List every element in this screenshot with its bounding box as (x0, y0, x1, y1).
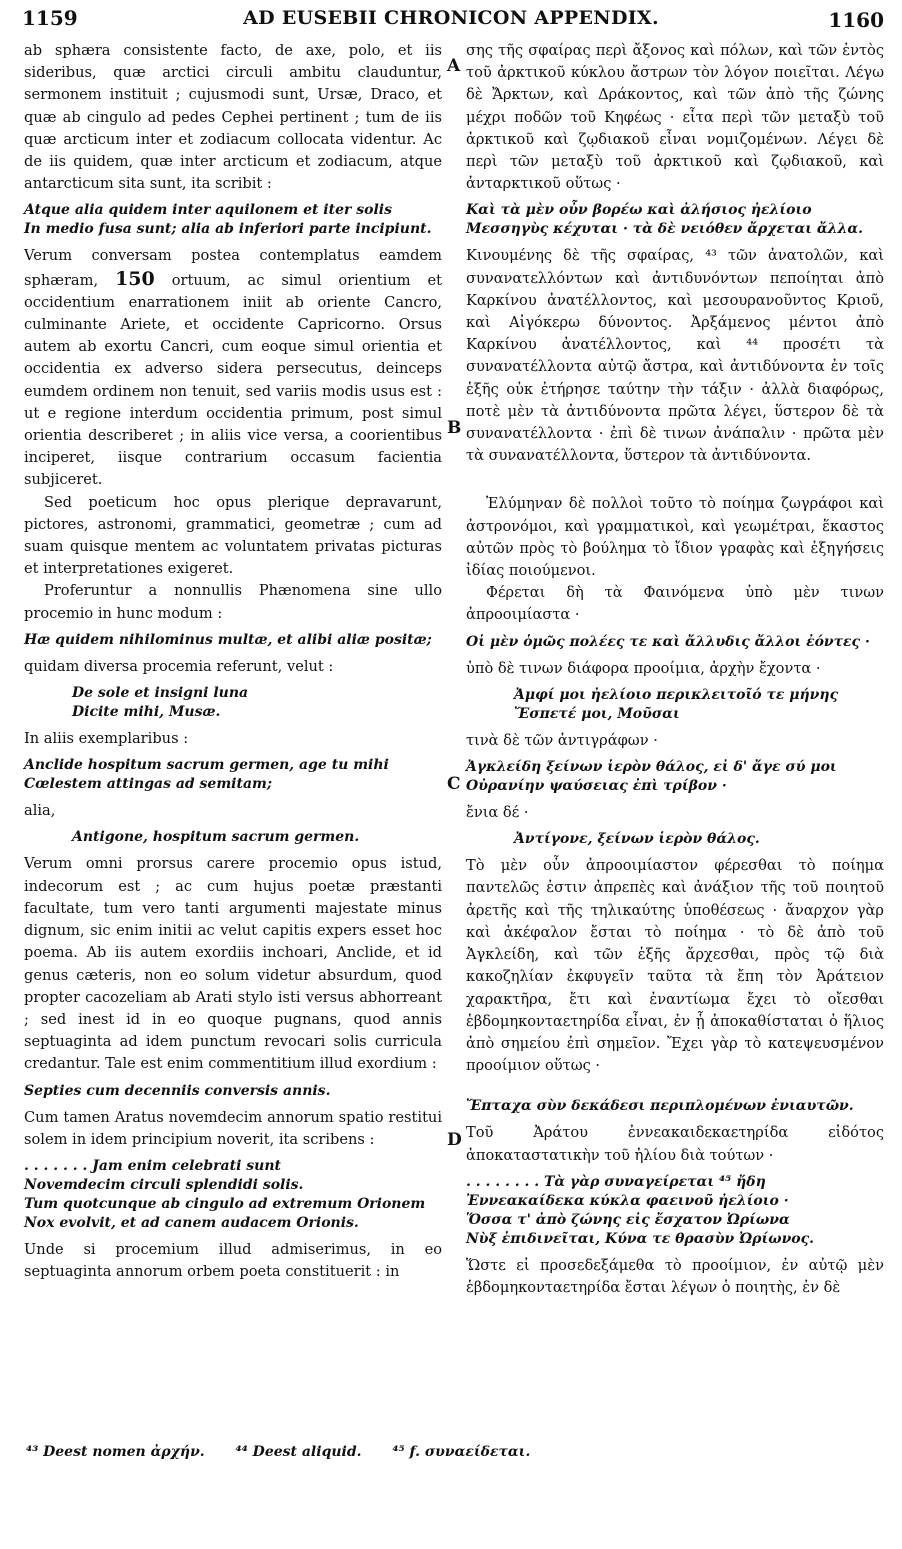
latin-paragraph: In aliis exemplaribus : (24, 730, 189, 748)
verse-line: Ἀγκλείδη ξείνων ἱερὸν θάλος, εἰ δ' ἄγε σύ μοι (466, 759, 837, 776)
greek-paragraph: Φέρεται δὴ τὰ Φαινόμενα ὑπὸ μὲν τινων ἀπροοιμίαστα · (466, 584, 884, 624)
verse-line: Ὅσσα τ' ἀπὸ ζώνης εἰς ἔσχατον Ὠρίωνα (466, 1211, 790, 1228)
page-number-right: 1160 (828, 8, 884, 32)
verse-line: Μεσσηγὺς κέχυται · τὰ δὲ νειόθεν ἄρχεται ἄλλα. (466, 221, 863, 238)
latin-verse: Septies cum decenniis conversis annis. (24, 1082, 331, 1099)
greek-paragraph: Ὥστε εἰ προσεδεξάμεθα τὸ προοίμιον, ἐν αὐτῷ μὲν ἑβδομηκονταετηρίδα ἔσται λέγων ὁ ποιητὴς, ἐν δὲ (466, 1256, 884, 1296)
verse-line: . . . . . . . . Τὰ γὰρ συναγείρεται ⁴⁵ ἤδη (466, 1173, 766, 1190)
margin-letter-a: A (447, 56, 461, 76)
latin-verse (24, 756, 442, 794)
latin-paragraph: alia, (24, 802, 56, 820)
spacer (466, 1077, 884, 1091)
verse-line: In medio fusa sunt; alia ab inferiori parte incipiunt. (24, 221, 432, 238)
latin-verse (24, 1157, 442, 1233)
running-title: AD EUSEBII CHRONICON APPENDIX. (243, 7, 659, 29)
latin-verse: Antigone, hospitum sacrum germen. (72, 829, 360, 846)
greek-paragraph: σης τῆς σφαίρας περὶ ἄξονος καὶ πόλων, καὶ τῶν ἐντὸς τοῦ ἀρκτικοῦ κύκλου ἄστρων τὸν λόγον ποιεῖται. Λέγω δὲ Ἄρκτων, καὶ Δράκοντος, καὶ τῶν ἀπὸ τῆς ζώνης μέχρι ποδῶν τοῦ Κηφέως · εἶτα περὶ τῶν μεταξὺ τοῦ ἀρκτικοῦ καὶ ζῳδιακοῦ εἶναι νομιζομένων. Λέγει δὲ περὶ τῶν μεταξὺ τοῦ ἀρκτικοῦ καὶ ζῳδιακοῦ, καὶ ἀνταρκτικοῦ οὕτως · (466, 42, 884, 193)
greek-paragraph: ὑπὸ δὲ τινων διάφορα προοίμια, ἀρχὴν ἔχοντα · (466, 659, 821, 677)
verse-line: Ἐννεακαίδεκα κύκλα φαεινοῦ ἠελίοιο · (466, 1192, 789, 1209)
footnote-43: ⁴³ Deest nomen ἀρχήν. (26, 1444, 205, 1460)
verse-line: Tum quotcunque ab cingulo ad extremum Orionem (24, 1195, 426, 1212)
latin-paragraph: Verum omni prorsus carere procemio opus istud, indecorum est ; ac cum hujus poetæ præstanti facultate, tum vero tanti argumenti majestate minus dignum, sic enim initii ac velut capitis expers esset hoc poema. Ab iis autem exordiis inchoari, Anclide, et id genus cæteris, non eo solum videtur absurdum, quod propter cacozeliam ab Arati stylo isti versus abhorreant ; sed inest id in eo quoque pugnans, quod annis septuaginta ad idem punctum revocari solis curricula credantur. Tale est enim commentitium illud exordium : (24, 855, 442, 1073)
page-header (0, 0, 902, 40)
greek-paragraph: Τὸ μὲν οὖν ἀπροοιμίαστον φέρεσθαι τὸ ποίημα παντελῶς ἐστιν ἀπρεπὲς καὶ ἀνάξιον τῆς τοῦ ποιητοῦ ἀρετῆς καὶ τῆς τηλικαύτης ὑποθέσεως · ἄναρχον γὰρ καὶ ἀκέφαλον ἔσται τὸ ποίημα · τὸ δὲ ἀπὸ τοῦ Ἀγκλείδη, καὶ τῶν ἑξῆς ἄρχεσθαι, πρὸς τῷ διὰ κακοζηλίαν ἐκφυγεῖν ταῦτα τὰ ἔπη τὸν Ἀράτειον χαρακτῆρα, ἔτι καὶ ἐναντίωμα ἔχει τὸ οἴεσθαι ἑβδομηκονταετηρίδα εἶναι, ἐν ᾗ ἀποκαθίσταται ὁ ἥλιος ἀπὸ σημείου ἐπὶ σημεῖον. Ἔχει γὰρ τὸ κατεψευσμένον προοίμιον οὕτως · (466, 857, 884, 1075)
latin-paragraph: quidam diversa procemia referunt, velut : (24, 657, 334, 675)
margin-letter-c: C (447, 774, 461, 794)
greek-verse (466, 758, 884, 796)
greek-verse: Ἀντίγονε, ξείνων ἱερὸν θάλος. (514, 831, 760, 848)
footnote-45: ⁴⁵ f. συναείδεται. (392, 1444, 531, 1460)
verse-line: Novemdecim circuli splendidi solis. (24, 1176, 304, 1193)
verse-line: Atque alia quidem inter aquilonem et iter solis (24, 202, 392, 219)
greek-paragraph: ἔνια δέ · (466, 804, 529, 822)
verse-line: Ἔσπετέ μοι, Μοῦσαι (514, 705, 680, 722)
greek-verse (466, 1173, 884, 1249)
footnote-44: ⁴⁴ Deest aliquid. (235, 1444, 362, 1460)
verse-line: Ἀμφί μοι ἠελίοιο περικλειτοῖό τε μήνης (514, 686, 839, 703)
verse-line: Οὐρανίην ψαύσειας ἐπὶ τρίβον · (466, 778, 727, 795)
greek-verse (466, 686, 884, 724)
section-number: 150 (115, 267, 155, 290)
greek-paragraph: Τοῦ Ἀράτου ἐννεακαιδεκαετηρίδα εἰδότος ἀποκαταστατικὴν τοῦ ἡλίου διὰ τούτων · (466, 1124, 884, 1164)
latin-paragraph: Cum tamen Aratus novemdecim annorum spatio restitui solem in idem principium noverit, ita scribens : (24, 1108, 442, 1148)
latin-verse: Hæ quidem nihilominus multæ, et alibi aliæ positæ; (24, 631, 432, 648)
latin-paragraph: Unde si procemium illud admiserimus, in eo septuaginta annorum orbem poeta constituerit : in (24, 1240, 442, 1281)
greek-verse: Οἱ μὲν ὁμῶς πολέες τε καὶ ἄλλυδις ἄλλοι ἐόντες · (466, 633, 870, 650)
page-number-left: 1159 (22, 6, 78, 30)
verse-line: Dicite mihi, Musæ. (72, 704, 221, 721)
latin-paragraph: Sed poeticum hoc opus plerique depravarunt, pictores, astronomi, grammatici, geometræ ; cum ad suam quisque mentem ac voluntatem privatas picturas et interpretationes exigeret. (24, 493, 442, 578)
greek-paragraph: τινὰ δὲ τῶν ἀντιγράφων · (466, 731, 658, 749)
footnotes (26, 1444, 886, 1460)
latin-paragraph: Proferuntur a nonnullis Phænomena sine ullo procemio in hunc modum : (24, 582, 442, 622)
greek-paragraph: Κινουμένης δὲ τῆς σφαίρας, ⁴³ τῶν ἀνατολῶν, καὶ συνανατελλόντων καὶ ἀντιδυνόντων πεποίηται ἀπὸ Καρκίνου ἀνατέλλοντος, καὶ μεσουρανοῦντος Κριοῦ, καὶ Αἰγόκερω δύνοντος. Ἀρξάμενος μέντοι ἀπὸ Καρκίνου ἀνατέλλοντος, καὶ ⁴⁴ προσέτι τὰ συνανατέλλοντα αὐτῷ ἄστρα, καὶ ἀντιδύνοντα ἐν τοῖς ἑξῆς οὐκ ἐτήρησε ταύτην τὴν τάξιν · ἀλλὰ διαφόρως, ποτὲ μὲν τὰ ἀντιδύνοντα πρῶτα λέγει, ὕστερον δὲ τὰ συνανατέλλοντα · ἐπὶ δὲ τινων ἀνάπαλιν · πρῶτα μὲν τὰ συνανατέλλοντα, ὕστερον τὰ ἀντιδύνοντα. (466, 247, 884, 465)
spacer (466, 467, 884, 493)
margin-letter-b: B (447, 418, 462, 438)
verse-line: De sole et insigni luna (72, 685, 249, 702)
latin-paragraph (24, 245, 442, 491)
latin-verse (24, 684, 442, 722)
verse-line: Anclide hospitum sacrum germen, age tu mihi (24, 757, 389, 774)
text-run: ortuum, ac simul orientium et occidentium enarrationem iniit ab oriente Cancro, culminante Ariete, et occidente Capricorno. Orsus autem ab exortu Cancri, cum eoque simul orientia et occidentia ex adverso sidera persecutus, deinceps eumdem ordinem non tenuit, sed variis modis usus est : ut e regione interdum occidentia primum, post simul orientia describeret ; in aliis vice versa, a coorientibus inciperet, iisque contrarium occasum facientia subjiceret. (24, 271, 443, 489)
latin-column (24, 40, 442, 1283)
verse-line: Καὶ τὰ μὲν οὖν βορέω καὶ ἀλήσιος ἠελίοιο (466, 202, 812, 219)
verse-line: . . . . . . . Jam enim celebrati sunt (24, 1157, 281, 1174)
greek-verse: Ἔπταχα σὺν δεκάδεσι περιπλομένων ἐνιαυτῶν. (466, 1098, 854, 1115)
latin-paragraph: ab sphæra consistente facto, de axe, polo, et iis sideribus, quæ arctici circuli ambitu clauduntur, sermonem instituit ; cujusmodi sunt, Ursæ, Draco, et quæ ab cingulo ad pedes Cephei pertinent ; tum de iis quæ arcticum inter et zodiacum collocata videntur. Ac de iis quidem, quæ inter arcticum et zodiacum, atque antarcticum sita sunt, ita scribit : (24, 42, 442, 193)
verse-line: Cœlestem attingas ad semitam; (24, 776, 272, 793)
latin-verse (24, 201, 442, 239)
verse-line: Νὺξ ἐπιδινεῖται, Κύνα τε θρασὺν Ὠρίωνος. (466, 1230, 815, 1247)
margin-letter-d: D (447, 1130, 462, 1150)
greek-paragraph: Ἐλύμηναν δὲ πολλοὶ τοῦτο τὸ ποίημα ζωγράφοι καὶ ἀστρονόμοι, καὶ γραμματικοὶ, καὶ γεωμέτραι, ἕκαστος αὐτῶν πρὸς τὸ βούλημα τὸ ἴδιον γραφὰς καὶ ἐξηγήσεις ἰδίας ποιούμενοι. (466, 495, 884, 580)
text-run: Verum conversam postea contemplatus eamdem sphæram, (24, 247, 442, 289)
verse-line: Nox evolvit, et ad canem audacem Orionis. (24, 1214, 359, 1231)
greek-column (466, 40, 884, 1299)
greek-verse (466, 201, 884, 239)
